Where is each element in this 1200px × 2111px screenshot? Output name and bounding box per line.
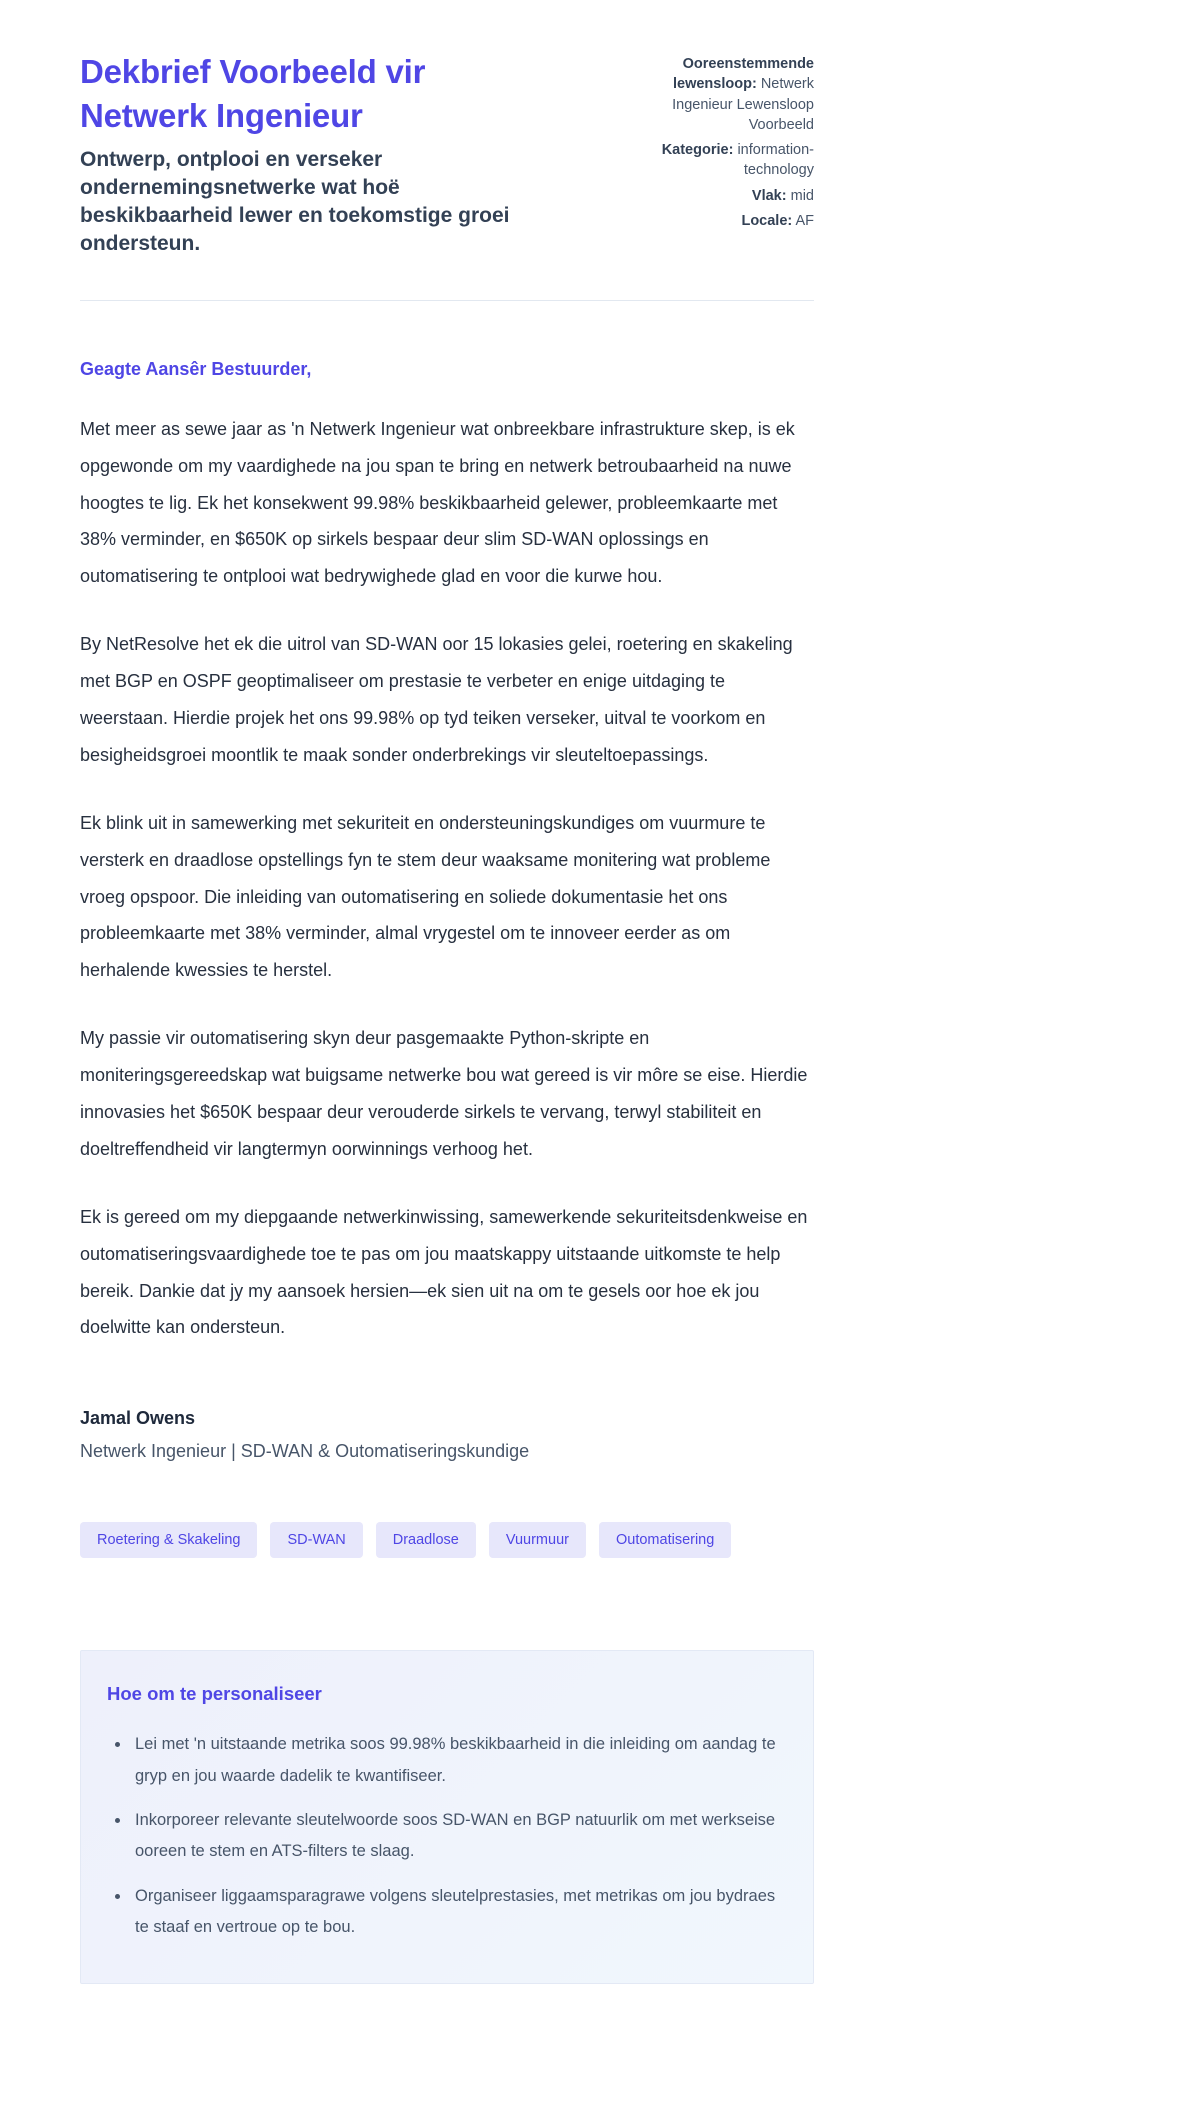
- tip-item: • Lei met 'n uitstaande metrika soos 99.98% beskikbaarheid in die inleiding om aandag te gryp en jou waarde dadelik te kwantifiseer.: [131, 1729, 787, 1792]
- tip-item: • Organiseer liggaamsparagrawe volgens sleutelprestasies, met metrikas om jou bydraes te staaf en vertroue op te bou.: [131, 1881, 787, 1944]
- title-block: [80, 50, 585, 258]
- meta-matching-resume: [609, 54, 814, 135]
- tips-heading: Hoe om te personaliseer: [107, 1683, 322, 1705]
- meta-category: [609, 140, 814, 181]
- page-subtitle: Ontwerp, ontplooi en verseker ondernemingsnetwerke wat hoë beskikbaarheid lewer en toekomstige groei ondersteun.: [80, 148, 510, 255]
- tag-roetering-skakeling[interactable]: Roetering & Skakeling: [80, 1522, 257, 1558]
- meta-block: [609, 50, 814, 236]
- meta-label: Kategorie:: [661, 142, 734, 159]
- meta-label: Locale:: [741, 213, 793, 230]
- meta-locale: [609, 211, 814, 231]
- meta-value: AF: [795, 213, 814, 230]
- signature-role: Netwerk Ingenieur | SD-WAN & Outomatiseringskundige: [80, 1441, 530, 1462]
- letter-paragraph: Ek is gereed om my diepgaande netwerkinwissing, samewerkende sekuriteitsdenkweise en outomatiseringsvaardighede toe te pas om jou maatskappy uitstaande uitkomste te help bereik. Dankie dat jy my aansoek hersien—ek sien uit na om te gesels oor hoe ek jou doelwitte kan ondersteun.: [80, 1206, 808, 1338]
- meta-level: [609, 186, 814, 206]
- tag-sd-wan[interactable]: SD-WAN: [270, 1522, 362, 1558]
- divider: [80, 300, 814, 301]
- meta-value: mid: [790, 187, 814, 204]
- skill-tags: [80, 1522, 814, 1558]
- tip-item: • Inkorporeer relevante sleutelwoorde soos SD-WAN en BGP natuurlik om met werkseise ooreen te stem en ATS-filters te slaag.: [131, 1805, 787, 1868]
- letter-greeting: Geagte Aansêr Bestuurder,: [80, 358, 312, 379]
- personalization-tips-box: [80, 1650, 814, 1984]
- letter-paragraph: My passie vir outomatisering skyn deur pasgemaakte Python-skripte en moniteringsgereedskap wat buigsame netwerke bou wat gereed is vir môre se eise. Hierdie innovasies het $650K bespaar deur verouderde sirkels te vervang, terwyl stabiliteit en doeltreffendheid vir langtermyn oorwinnings verhoog het.: [80, 1028, 808, 1159]
- meta-value: Netwerk Ingenieur Lewensloop Voorbeeld: [672, 76, 814, 133]
- meta-value: information-technology: [737, 142, 814, 179]
- letter-paragraph: Ek blink uit in samewerking met sekuriteit en ondersteuningskundiges om vuurmure te versterk en draadlose opstellings fyn te stem deur waaksame monitering wat probleme vroeg opspoor. Die inleiding van outomatisering en soliede dokumentasie het ons probleemkaarte met 38% verminder, almal vrygestel om te innoveer eerder as om herhalende kwessies te herstel.: [80, 812, 771, 981]
- tag-draadlose[interactable]: Draadlose: [376, 1522, 476, 1558]
- tips-list: [107, 1729, 787, 1943]
- tag-vuurmuur[interactable]: Vuurmuur: [489, 1522, 586, 1558]
- meta-label: Vlak:: [751, 187, 787, 204]
- signature-name: Jamal Owens: [80, 1408, 196, 1429]
- content-column: [80, 0, 814, 2054]
- header: [80, 50, 814, 258]
- signature-block: [80, 1408, 814, 1462]
- letter-paragraph: Met meer as sewe jaar as 'n Netwerk Ingenieur wat onbreekbare infrastrukture skep, is ek opgewonde om my vaardighede na jou span te bring en netwerk betroubaarheid na nuwe hoogtes te lig. Ek het konsekwent 99.98% beskikbaarheid gelewer, probleemkaarte met 38% verminder, en $650K op sirkels bespaar deur slim SD-WAN oplossings en outomatisering te ontplooi wat bedrywighede glad en voor die kurwe hou.: [80, 418, 795, 587]
- page-title: Dekbrief Voorbeeld vir Netwerk Ingenieur: [80, 53, 426, 134]
- meta-label: Ooreenstemmende lewensloop:: [672, 56, 814, 93]
- tag-outomatisering[interactable]: Outomatisering: [599, 1522, 731, 1558]
- letter-paragraph: By NetResolve het ek die uitrol van SD-WAN oor 15 lokasies gelei, roetering en skakeling met BGP en OSPF geoptimaliseer om prestasie te verbeter en enige uitdaging te weerstaan. Hierdie projek het ons 99.98% op tyd teiken verseker, uitval te voorkom en besigheidsgroei moontlik te maak sonder onderbrekings vir sleuteltoepassings.: [80, 634, 793, 765]
